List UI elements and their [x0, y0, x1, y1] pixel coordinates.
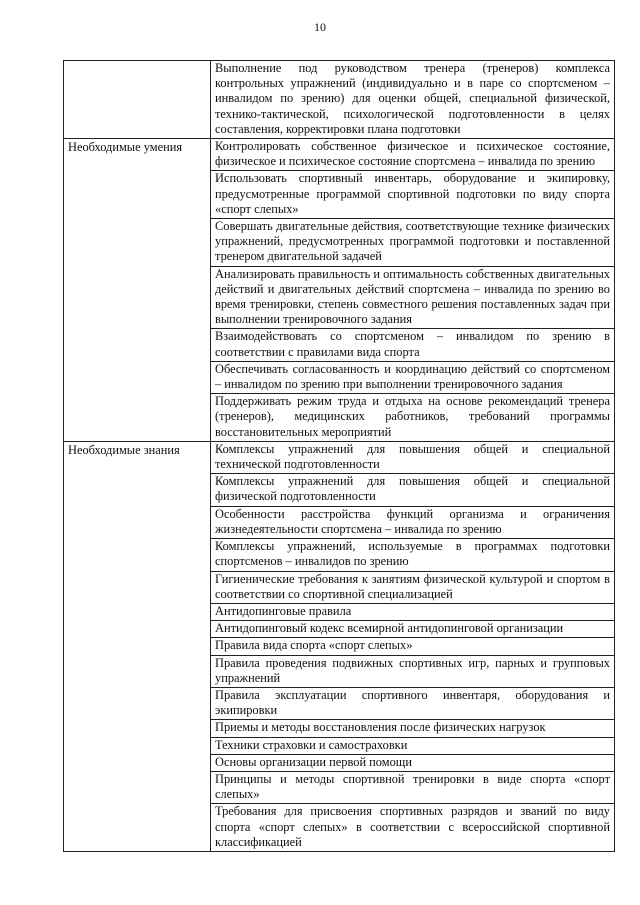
item-cell: Поддерживать режим труда и отдыха на основе рекомендаций тренера (тренеров), медицинских работников, требований программы восстановительных мероприятий — [211, 394, 615, 442]
category-label — [68, 61, 206, 62]
requirements-table-body — [64, 61, 615, 852]
item-cell: Анализировать правильность и оптимальность собственных двигательных действий и двигательных действий спортсмена – инвалида по зрению во время тренировки, степень совместного решения поставленных задач при выполнении тренировочного задания — [211, 266, 615, 329]
item-cell: Основы организации первой помощи — [211, 754, 615, 771]
category-cell — [64, 139, 211, 442]
item-cell: Принципы и методы спортивной тренировки в виде спорта «спорт слепых» — [211, 771, 615, 803]
item-cell: Комплексы упражнений для повышения общей и специальной физической подготовленности — [211, 474, 615, 506]
requirements-table — [63, 60, 615, 852]
item-cell: Правила вида спорта «спорт слепых» — [211, 638, 615, 655]
category-cell — [64, 441, 211, 851]
item-cell: Гигиенические требования к занятиям физической культурой и спортом в соответствии со спортивной специализацией — [211, 571, 615, 603]
item-cell: Контролировать собственное физическое и психическое состояние, физическое и психическое состояние спортсмена – инвалида по зрению — [211, 139, 615, 171]
item-cell: Выполнение под руководством тренера (тренеров) комплекса контрольных упражнений (индивидуально и в паре со спортсменом – инвалидом по зрению) для оценки общей, специальной физической, технико-тактической, психологической подготовленности в целях составления, корректировки плана подготовки — [211, 61, 615, 139]
item-cell: Правила проведения подвижных спортивных игр, парных и групповых упражнений — [211, 655, 615, 687]
item-cell: Техники страховки и самостраховки — [211, 737, 615, 754]
item-cell: Антидопинговые правила — [211, 603, 615, 620]
table-row — [64, 139, 615, 171]
item-cell: Правила эксплуатации спортивного инвентаря, оборудования и экипировки — [211, 687, 615, 719]
item-cell: Комплексы упражнений, используемые в программах подготовки спортсменов – инвалидов по зрению — [211, 539, 615, 571]
item-cell: Обеспечивать согласованность и координацию действий со спортсменом – инвалидом по зрению при выполнении тренировочного задания — [211, 361, 615, 393]
category-cell — [64, 61, 211, 139]
item-cell: Использовать спортивный инвентарь, оборудование и экипировку, предусмотренные программой спортивной подготовки по виду спорта «спорт слепых» — [211, 171, 615, 219]
item-cell: Особенности расстройства функций организма и ограничения жизнедеятельности спортсмена – инвалида по зрению — [211, 506, 615, 538]
item-cell: Требования для присвоения спортивных разрядов и званий по виду спорта «спорт слепых» в соответствии с всероссийской спортивной классификацией — [211, 804, 615, 852]
category-label: Необходимые знания — [68, 442, 180, 457]
item-cell: Взаимодействовать со спортсменом – инвалидом по зрению в соответствии с правилами вида спорта — [211, 329, 615, 361]
item-cell: Совершать двигательные действия, соответствующие технике физических упражнений, предусмотренных программой подготовки и поставленной тренером двигательной задачей — [211, 219, 615, 267]
category-label: Необходимые умения — [68, 140, 183, 155]
item-cell: Комплексы упражнений для повышения общей и специальной технической подготовленности — [211, 441, 615, 473]
item-cell: Антидопинговый кодекс всемирной антидопинговой организации — [211, 621, 615, 638]
item-cell: Приемы и методы восстановления после физических нагрузок — [211, 720, 615, 737]
page-number: 10 — [314, 20, 326, 34]
table-row — [64, 61, 615, 139]
table-row — [64, 441, 615, 473]
